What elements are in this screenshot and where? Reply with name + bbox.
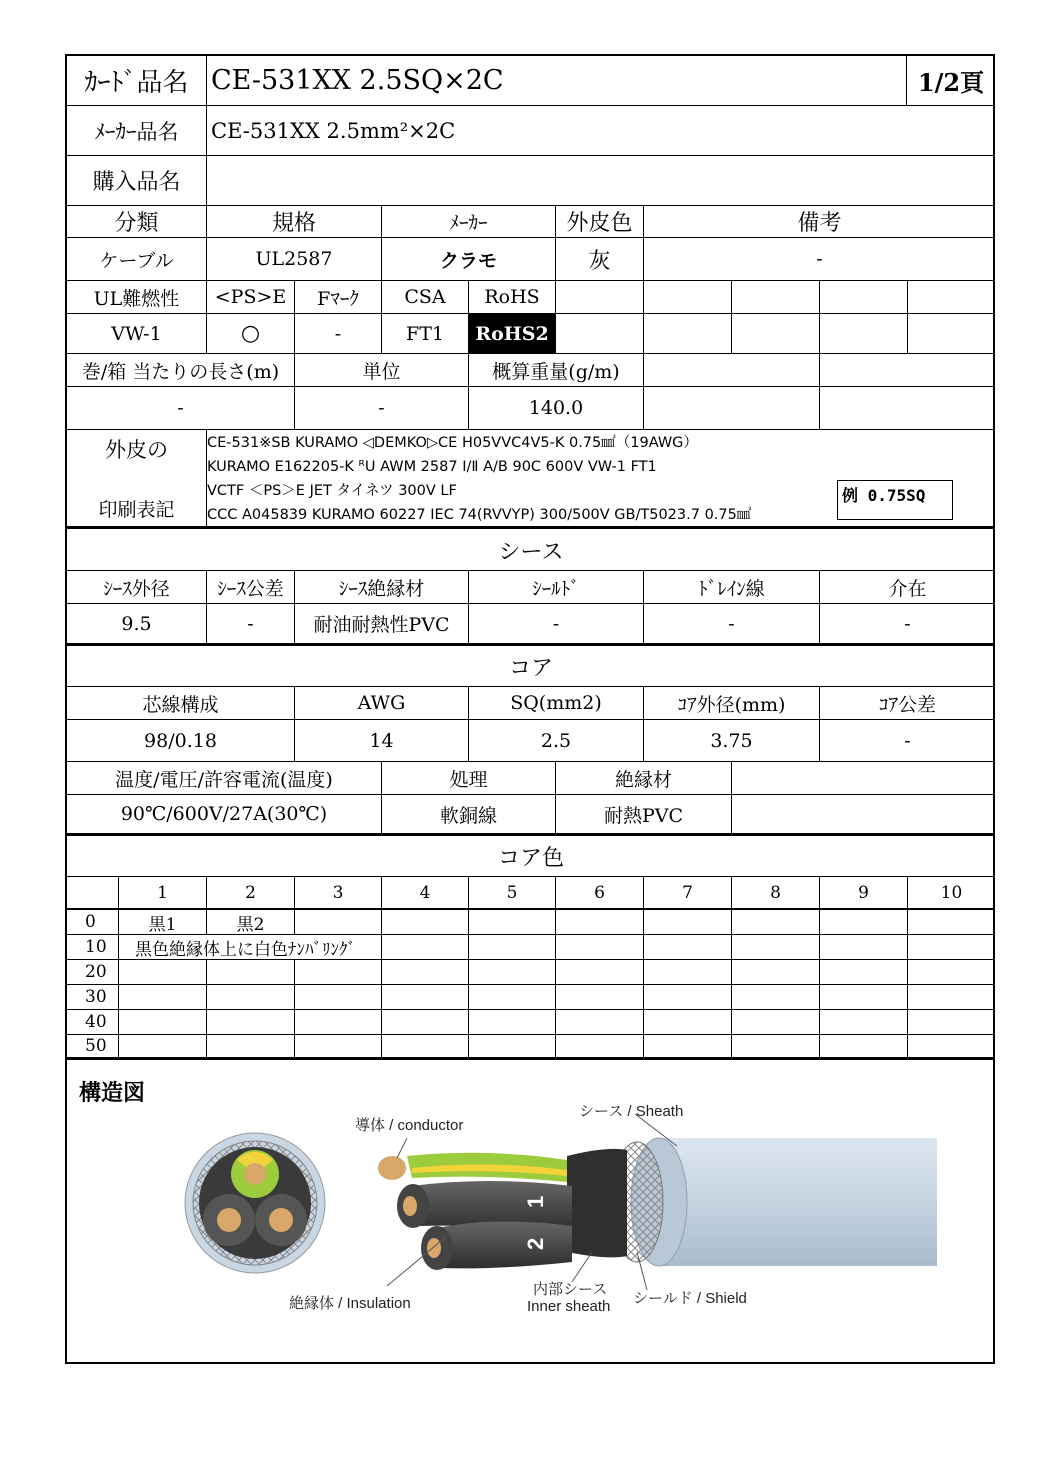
color-cell (295, 985, 382, 1010)
cross-conductor-2 (269, 1208, 293, 1232)
color-cell (820, 985, 908, 1010)
color-cell (382, 1010, 469, 1035)
card-name-value: CE-531XX 2.5SQ×2C (207, 56, 907, 106)
color-cell (732, 935, 820, 960)
cert-label-empty (820, 281, 908, 314)
color-cell (207, 960, 295, 985)
label-conductor: 導体 / conductor (355, 1117, 464, 1134)
sheath-label-drain: ﾄﾞﾚｲﾝ線 (644, 571, 820, 604)
cert-label-empty (556, 281, 644, 314)
page-number: 1/2頁 (907, 56, 995, 106)
color-cell (382, 910, 469, 935)
maker-name-label: ﾒｰｶｰ品名 (67, 106, 207, 156)
side-outer-sheath (657, 1138, 937, 1266)
maker-name-value: CE-531XX 2.5mm²×2C (207, 106, 995, 156)
length-value-per-roll: - (67, 387, 295, 430)
cert-label-empty (732, 281, 820, 314)
printing-label (67, 430, 207, 529)
color-row-header: 10 (67, 935, 119, 960)
core-label-empty (732, 762, 995, 795)
core-number-2: 2 (523, 1237, 548, 1250)
printing-line: KURAMO E162205-K ᴿU AWM 2587 Ⅰ/Ⅱ A/B 90C 600V VW-1 FT1 (207, 459, 657, 475)
color-col-header: 3 (295, 877, 382, 910)
color-cell (644, 960, 732, 985)
color-cell (295, 910, 382, 935)
label-shield: シールド / Shield (633, 1290, 747, 1307)
cert-label-ul: UL難燃性 (67, 281, 207, 314)
spec-value-standard: UL2587 (207, 238, 382, 281)
printing-label-top: 外皮の (105, 438, 168, 462)
color-row-header: 30 (67, 985, 119, 1010)
color-col-header: 4 (382, 877, 469, 910)
core-value-rating: 90℃/600V/27A(30℃) (67, 795, 382, 836)
core-label-sq: SQ(mm2) (469, 687, 644, 720)
spec-label-class: 分類 (67, 206, 207, 238)
color-cell (908, 985, 995, 1010)
sheath-label-filler: 介在 (820, 571, 995, 604)
color-cell (469, 985, 556, 1010)
color-cell (119, 1010, 207, 1035)
color-cell (820, 935, 908, 960)
core-number-1: 1 (523, 1195, 548, 1208)
sheath-value-drain: - (644, 604, 820, 646)
cross-earth-conductor (244, 1163, 266, 1185)
structure-title: 構造図 (79, 1081, 146, 1106)
side-conductor-1 (403, 1196, 417, 1216)
length-value-empty (644, 387, 820, 430)
color-col-header: 9 (820, 877, 908, 910)
label-insulation: 絶縁体 / Insulation (289, 1295, 411, 1312)
purchase-name-value (207, 156, 995, 206)
core-label-treatment: 処理 (382, 762, 556, 795)
color-cell (207, 1010, 295, 1035)
sheath-label-shield: ｼｰﾙﾄﾞ (469, 571, 644, 604)
length-value-unit: - (295, 387, 469, 430)
label-inner-sheath-jp: 内部シース (533, 1281, 608, 1298)
core-label-awg: AWG (295, 687, 469, 720)
cert-value-ul: VW-1 (67, 314, 207, 354)
cert-value-empty (556, 314, 644, 354)
spec-value-maker: クラモ (382, 238, 556, 281)
color-cell (556, 910, 644, 935)
color-cell: 黒1 (119, 910, 207, 935)
color-cell (295, 960, 382, 985)
color-cell (732, 910, 820, 935)
color-grid-corner (67, 877, 119, 910)
sheath-value-filler: - (820, 604, 995, 646)
core-value-strand: 98/0.18 (67, 720, 295, 762)
core-value-od: 3.75 (644, 720, 820, 762)
spec-label-remarks: 備考 (644, 206, 995, 238)
sheath-value-tol: - (207, 604, 295, 646)
color-cell (908, 960, 995, 985)
length-label-empty (820, 354, 995, 387)
length-value-weight: 140.0 (469, 387, 644, 430)
color-cell (644, 1010, 732, 1035)
color-cell (469, 910, 556, 935)
color-cell (382, 985, 469, 1010)
printing-label-bottom: 印刷表記 (98, 499, 175, 521)
cert-label-pse: <PS>E (207, 281, 295, 314)
cert-label-empty (908, 281, 995, 314)
sheath-title: シース (67, 531, 995, 571)
color-row-header: 40 (67, 1010, 119, 1035)
core-label-od: ｺｱ外径(mm) (644, 687, 820, 720)
color-cell: 黒2 (207, 910, 295, 935)
cert-label-csa: CSA (382, 281, 469, 314)
color-cell (556, 935, 644, 960)
sheath-label-material: ｼｰｽ絶縁材 (295, 571, 469, 604)
length-label-unit: 単位 (295, 354, 469, 387)
color-cell (295, 1010, 382, 1035)
cert-label-fmark: Fﾏｰｸ (295, 281, 382, 314)
printing-line: CCC A045839 KURAMO 60227 IEC 74(RVVYP) 300/500V GB/T5023.7 0.75㎟ (207, 507, 752, 523)
spec-value-color: 灰 (556, 238, 644, 281)
color-cell (556, 985, 644, 1010)
example-box: 例 0.75SQ (837, 480, 953, 520)
label-sheath: シース / Sheath (579, 1103, 684, 1120)
color-row-header: 0 (67, 910, 119, 935)
length-label-per-roll: 巻/箱 当たりの長さ(m) (67, 354, 295, 387)
core-value-treatment: 軟銅線 (382, 795, 556, 836)
color-row-header: 20 (67, 960, 119, 985)
color-cell (469, 1010, 556, 1035)
color-col-header: 10 (908, 877, 995, 910)
length-label-empty (644, 354, 820, 387)
color-cell (382, 960, 469, 985)
spec-label-maker: ﾒｰｶｰ (382, 206, 556, 238)
core-label-tol: ｺｱ公差 (820, 687, 995, 720)
structure-diagram (67, 1056, 993, 1306)
purchase-name-label: 購入品名 (67, 156, 207, 206)
cert-value-empty (732, 314, 820, 354)
color-cell (644, 985, 732, 1010)
cross-section (185, 1133, 325, 1273)
core-label-strand: 芯線構成 (67, 687, 295, 720)
color-col-header: 2 (207, 877, 295, 910)
color-cell (556, 1010, 644, 1035)
spec-label-standard: 規格 (207, 206, 382, 238)
cert-value-rohs: RoHS2 (469, 314, 556, 354)
core-value-tol: - (820, 720, 995, 762)
color-cell (820, 910, 908, 935)
leader-conductor (397, 1138, 407, 1158)
spec-sheet (65, 54, 995, 1364)
color-col-header: 6 (556, 877, 644, 910)
color-cell (644, 935, 732, 960)
cert-value-csa: FT1 (382, 314, 469, 354)
core-value-insulation: 耐熱PVC (556, 795, 732, 836)
color-col-header: 8 (732, 877, 820, 910)
cert-value-fmark: - (295, 314, 382, 354)
color-cell (119, 960, 207, 985)
printing-line: CE-531※SB KURAMO ◁DEMKO▷CE H05VVC4V5-K 0.75㎟（19AWG） (207, 435, 698, 451)
color-cell (732, 1010, 820, 1035)
color-cell (119, 985, 207, 1010)
cert-label-empty (644, 281, 732, 314)
label-inner-sheath-en: Inner sheath (527, 1298, 611, 1315)
core-label-rating: 温度/電圧/許容電流(温度) (67, 762, 382, 795)
color-cell (820, 960, 908, 985)
color-col-header: 5 (469, 877, 556, 910)
side-conductor-2 (427, 1238, 441, 1258)
color-cell (732, 960, 820, 985)
cross-conductor-1 (217, 1208, 241, 1232)
cert-value-empty (820, 314, 908, 354)
core-value-awg: 14 (295, 720, 469, 762)
color-col-header: 7 (644, 877, 732, 910)
core-color-title: コア色 (67, 836, 995, 877)
color-cell (732, 985, 820, 1010)
color-cell (469, 960, 556, 985)
cert-value-empty (644, 314, 732, 354)
color-cell: 黒色絶縁体上に白色ﾅﾝﾊﾞﾘﾝｸﾞ (119, 935, 382, 960)
core-value-sq: 2.5 (469, 720, 644, 762)
color-col-header: 1 (119, 877, 207, 910)
color-cell (908, 935, 995, 960)
sheath-value-shield: - (469, 604, 644, 646)
color-cell (908, 1010, 995, 1035)
length-value-empty (820, 387, 995, 430)
length-label-weight: 概算重量(g/m) (469, 354, 644, 387)
spec-label-color: 外皮色 (556, 206, 644, 238)
printing-line: VCTF ＜PS＞E JET タイネツ 300V LF (207, 483, 457, 499)
cert-value-pse: ○ (207, 314, 295, 354)
color-cell (644, 910, 732, 935)
color-cell (469, 935, 556, 960)
sheath-label-tol: ｼｰｽ公差 (207, 571, 295, 604)
side-core-2 (437, 1221, 572, 1268)
side-view (378, 1138, 937, 1270)
cert-value-empty (908, 314, 995, 354)
core-label-insulation: 絶縁材 (556, 762, 732, 795)
side-inner-sheath (567, 1149, 627, 1257)
cert-label-rohs: RoHS (469, 281, 556, 314)
core-title: コア (67, 646, 995, 687)
card-name-label: ｶｰﾄﾞ品名 (67, 56, 207, 106)
sheath-label-od: ｼｰｽ外径 (67, 571, 207, 604)
color-row-header: 50 (67, 1035, 119, 1060)
color-cell (820, 1010, 908, 1035)
sheath-value-od: 9.5 (67, 604, 207, 646)
color-cell (556, 960, 644, 985)
core-value-empty (732, 795, 995, 836)
spec-value-class: ケーブル (67, 238, 207, 281)
side-earth-conductor (378, 1156, 406, 1180)
color-cell (908, 910, 995, 935)
color-cell (207, 985, 295, 1010)
spec-value-remarks: - (644, 238, 995, 281)
color-cell (382, 935, 469, 960)
sheath-value-material: 耐油耐熱性PVC (295, 604, 469, 646)
